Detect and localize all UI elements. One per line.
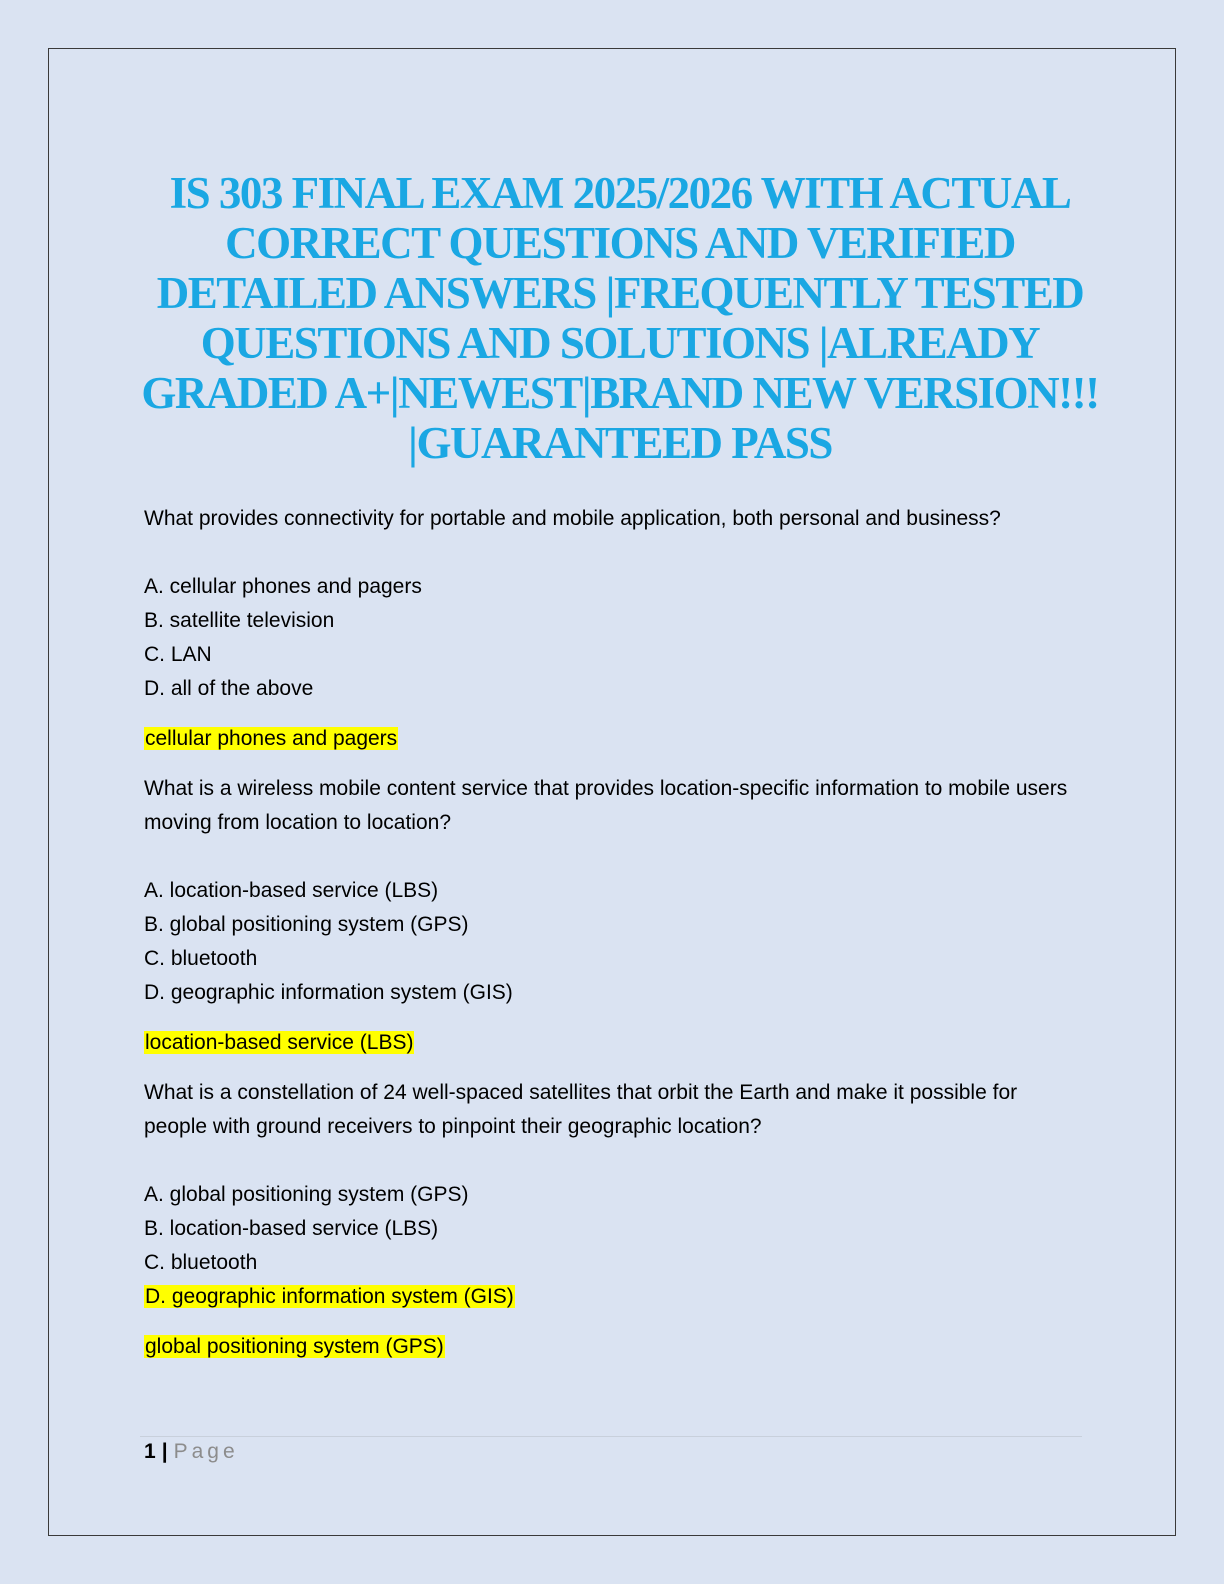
option-b: B. location-based service (LBS) [144,1217,439,1240]
document-title: IS 303 FINAL EXAM 2025/2026 WITH ACTUAL CORRECT QUESTIONS AND VERIFIED DETAILED ANSWERS |FREQUENTLY TESTED QUESTIONS AND SOLUTIONS |ALREADY GRADED A+|NEWEST|BRAND NEW VERSION!!! |GUARANTEED PASS [141,168,1099,468]
option-a: A. global positioning system (GPS) [144,1183,469,1206]
option-d: D. geographic information system (GIS) [144,981,513,1004]
answer-highlight: global positioning system (GPS) [145,1335,444,1358]
option-d: D. all of the above [144,677,314,700]
question-text: What is a constellation of 24 well-spaced satellites that orbit the Earth and make it possible for people with ground receivers to pinpoint their geographic location? [144,1081,1018,1138]
option-a: A. location-based service (LBS) [144,879,439,902]
question-list [144,502,1084,1380]
option-c: C. bluetooth [144,947,258,970]
option-c: C. bluetooth [144,1251,258,1274]
answer-highlight: cellular phones and pagers [145,727,398,750]
footer-divider [140,1436,1082,1437]
option-b: B. global positioning system (GPS) [144,913,469,936]
option-b: B. satellite television [144,609,335,632]
option-d-highlighted: D. geographic information system (GIS) [145,1285,514,1308]
question-block [144,772,1084,1060]
page-footer [144,1440,239,1464]
question-text: What is a wireless mobile content service that provides location-specific information to mobile users moving from location to location? [144,777,1068,834]
page-separator: | [161,1440,168,1463]
page-number: 1 [144,1440,156,1463]
question-block [144,502,1084,756]
page-label: Page [173,1440,239,1463]
question-block [144,1076,1084,1364]
answer-highlight: location-based service (LBS) [145,1031,414,1054]
question-text: What provides connectivity for portable and mobile application, both personal and business? [144,507,1001,530]
option-a: A. cellular phones and pagers [144,575,422,598]
option-c: C. LAN [144,643,212,666]
